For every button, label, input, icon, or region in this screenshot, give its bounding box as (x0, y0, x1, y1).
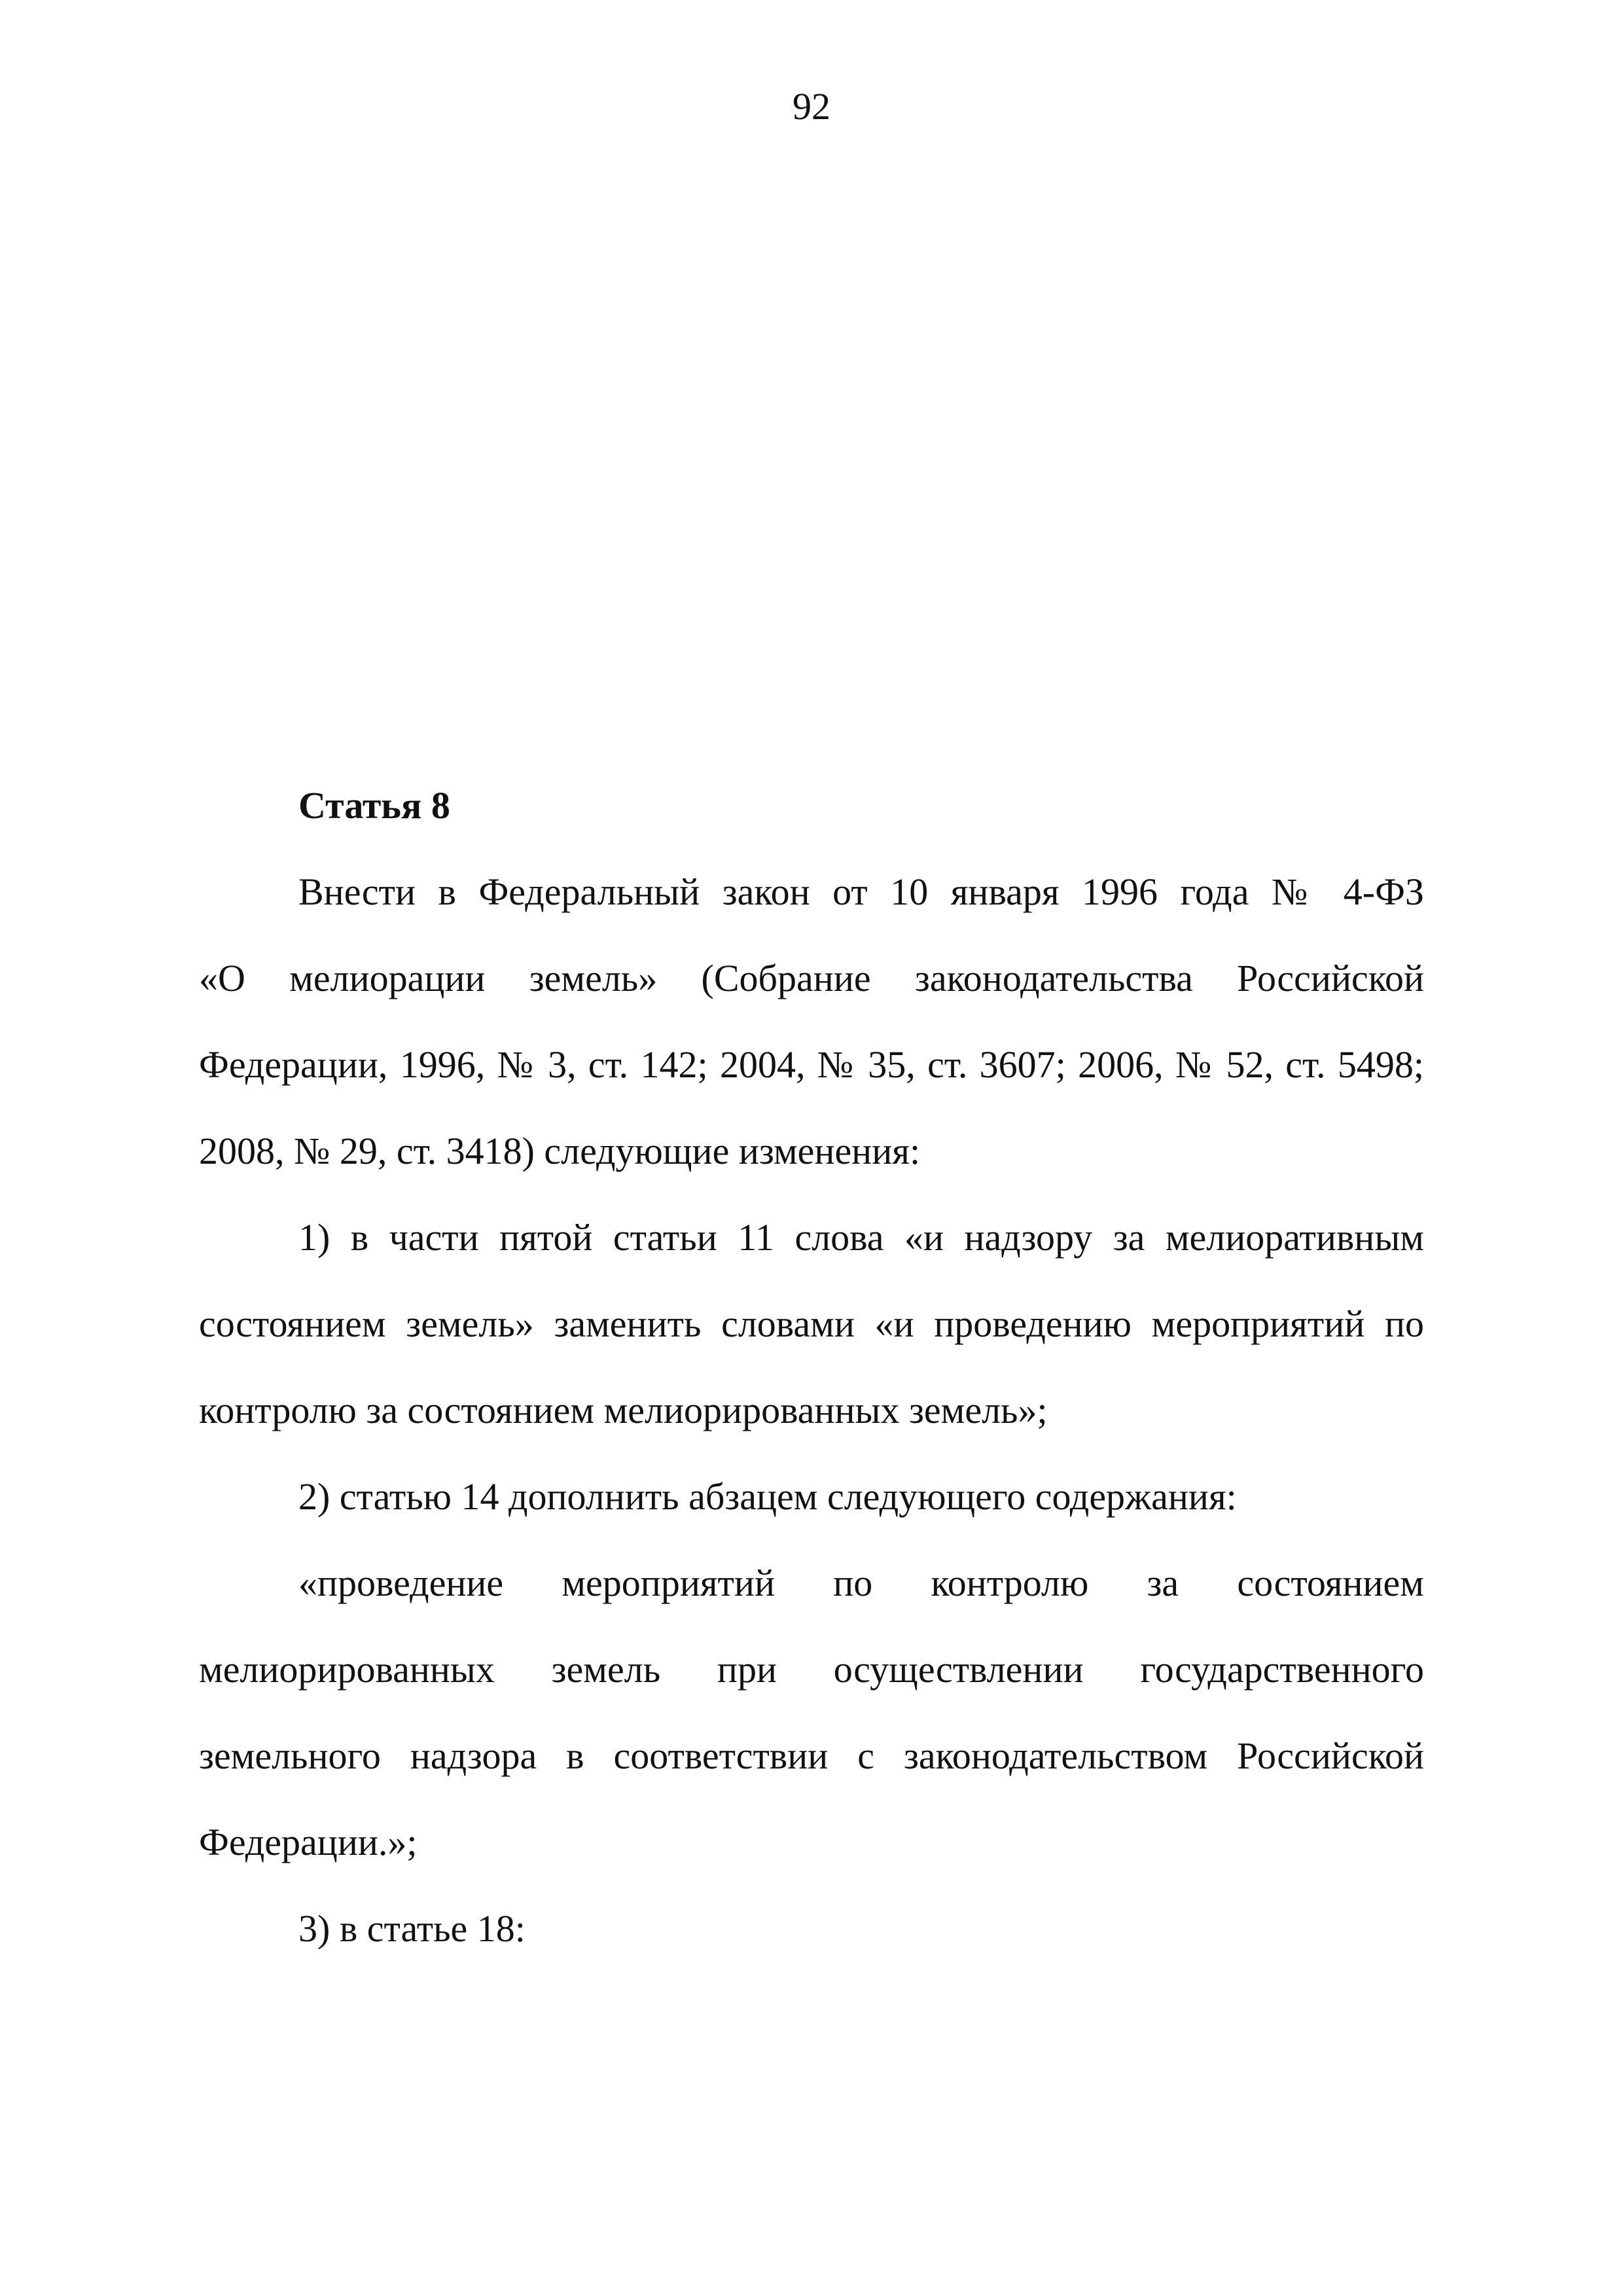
item-2-line: 2) статью 14 дополнить абзацем следующего содержания: (298, 1475, 1237, 1518)
quote-line-last: Федерации.»; (199, 1821, 418, 1863)
item-1-line-last: контролю за состоянием мелиорированных земель»; (199, 1389, 1048, 1431)
item-3-line: 3) в статье 18: (298, 1907, 526, 1950)
intro-line: Федерации, 1996, № 3, ст. 142; 2004, № 35, ст. 3607; 2006, № 52, ст. 5498; (199, 1043, 1424, 1086)
intro-line: Внести в Федеральный закон от 10 января 1996 года № 4-ФЗ (298, 870, 1424, 913)
article-heading: Статья 8 (298, 784, 450, 827)
quote-line: земельного надзора в соответствии с законодательством Российской (199, 1734, 1424, 1777)
item-1-line: 1) в части пятой статьи 11 слова «и надзору за мелиоративным (298, 1216, 1424, 1259)
intro-line: «О мелиорации земель» (Собрание законодательства Российской (199, 957, 1424, 999)
quote-line: мелиорированных земель при осуществлении государственного (199, 1648, 1424, 1691)
intro-line-last: 2008, № 29, ст. 3418) следующие изменения: (199, 1130, 921, 1172)
quote-line: «проведение мероприятий по контролю за состоянием (298, 1562, 1424, 1604)
page-number: 92 (793, 85, 830, 128)
item-1-line: состоянием земель» заменить словами «и проведению мероприятий по (199, 1302, 1424, 1345)
